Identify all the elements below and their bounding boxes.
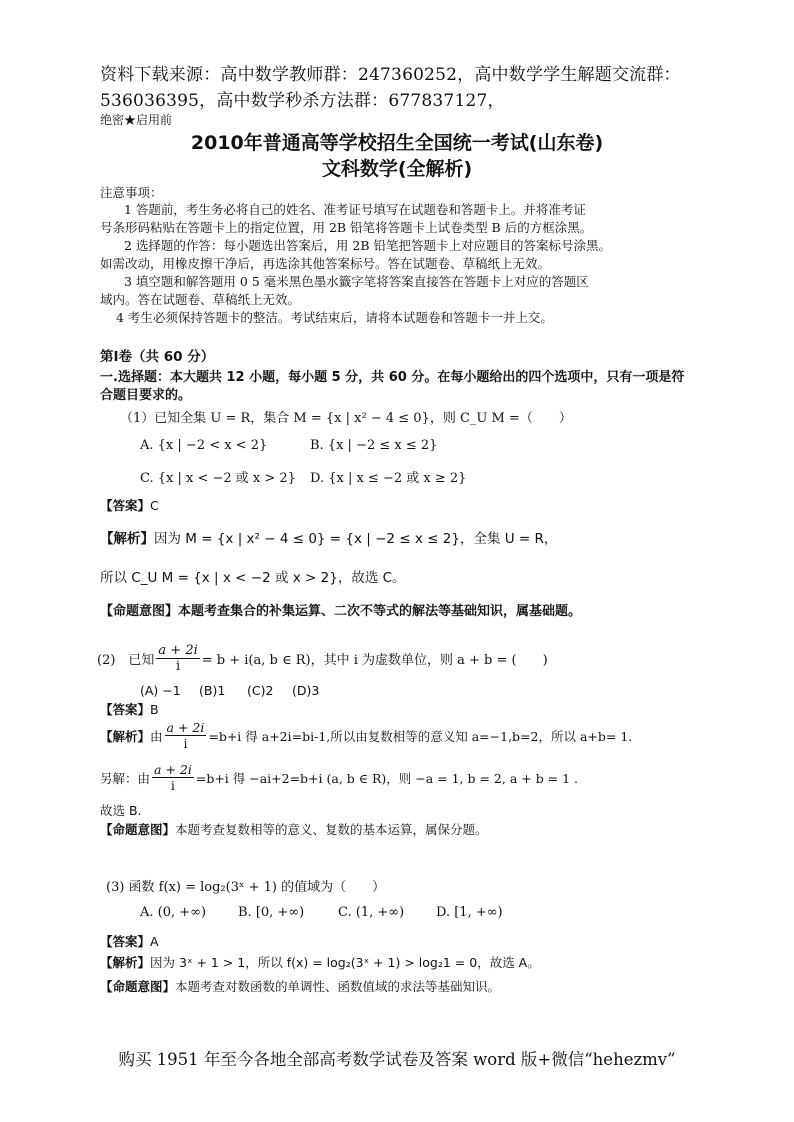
question-3-answer <box>100 932 159 950</box>
section-intro: 一.选择题：本大题共 12 小题，每小题 5 分，共 60 分。在每小题给出的四个选项中，只有一项是符 <box>100 370 685 385</box>
fraction <box>156 643 199 674</box>
question-2-option-d: (D)3 <box>292 683 320 698</box>
notice-line: 号条形码粘贴在答题卡上的指定位置，用 2B 铅笔将答题卡上试卷类型 B 后的方框涂黑。 <box>100 220 593 235</box>
question-2-option-c: (C)2 <box>247 683 274 698</box>
question-3-option-a: A. (0, +∞) <box>140 905 207 920</box>
section-intro: 合题目要求的。 <box>100 388 192 403</box>
page-subtitle: 文科数学(全解析) <box>321 158 473 180</box>
notice-line: 3 填空题和解答题用 0 5 毫米黑色墨水籤字笔将答案直接答在答题卡上对应的答题区 <box>124 274 589 289</box>
question-1-stem: （1）已知全集 U = R，集合 M = {x | x² − 4 ≤ 0}，则 C_U M =（ ） <box>120 411 572 426</box>
fraction-denominator: i <box>170 778 175 793</box>
question-2-option-b: (B)1 <box>199 683 226 698</box>
notice-heading: 注意事项： <box>100 185 163 200</box>
intent-text: 本题考查对数函数的单调性、函数值域的求法等基础知识。 <box>175 979 501 994</box>
question-1-option-a: A. {x | −2 < x < 2} <box>140 438 268 453</box>
notice-line: 如需改动，用橡皮擦干净后，再选涂其他答案标号。答在试题卷、草稿纸上无效。 <box>100 256 551 271</box>
answer-tag: 【答案】 <box>100 498 151 513</box>
question-1-option-b: B. {x | −2 ≤ x ≤ 2} <box>310 438 438 453</box>
question-3-option-d: D. [1, +∞) <box>436 905 503 920</box>
alt-prefix: 另解：由 <box>100 770 151 786</box>
page-title: 2010年普通高等学校招生全国统一考试(山东卷) <box>190 132 604 154</box>
alt-suffix: =b+i 得 −ai+2=b+i (a, b ∈ R)，则 −a = 1, b = 2, a + b = 1 . <box>195 770 579 786</box>
fraction <box>165 720 207 751</box>
answer-value: A <box>150 934 159 949</box>
intent-text: 本题考查复数相等的意义、复数的基本运算，属保分题。 <box>175 822 488 837</box>
stem-suffix: = b + i(a, b ∈ R)，其中 i 为虚数单位，则 a + b = ( ) <box>201 653 548 668</box>
secret-label: 绝密★启用前 <box>100 113 173 127</box>
question-1-option-d: D. {x | x ≤ −2 或 x ≥ 2} <box>310 471 467 486</box>
fraction <box>152 762 194 793</box>
question-2-answer <box>100 700 159 718</box>
answer-value: B <box>150 702 159 717</box>
fraction-denominator: i <box>176 659 181 674</box>
answer-tag: 【答案】 <box>100 934 151 949</box>
question-1-answer <box>100 496 159 514</box>
footer-advert: 购买 1951 年至今各地全部高考数学试卷及答案 word 版+微信“hehezmv” <box>118 1050 676 1069</box>
question-3-analysis <box>100 953 540 971</box>
question-2-alt-solution <box>100 762 578 793</box>
question-2-option-a: (A) −1 <box>140 683 181 698</box>
intent-tag: 【命题意图】 <box>100 604 179 619</box>
notice-line: 4 考生必须保持答题卡的整洁。考试结束后，请将本试题卷和答题卡一并上交。 <box>116 310 553 325</box>
answer-value: C <box>150 498 159 513</box>
section-title: 第Ⅰ卷（共 60 分） <box>100 349 215 365</box>
analysis-tag: 【解析】 <box>100 531 154 547</box>
question-1-intent <box>100 600 581 619</box>
fraction-numerator: a + 2i <box>166 720 205 735</box>
fraction-numerator: a + 2i <box>158 643 198 658</box>
question-3-stem: (3) 函数 f(x) = log₂(3ˣ + 1) 的值域为（ ） <box>106 880 386 895</box>
analysis-prefix: 由 <box>150 728 163 744</box>
question-2-analysis <box>100 720 632 751</box>
intent-tag: 【命题意图】 <box>100 822 176 837</box>
answer-tag: 【答案】 <box>100 702 151 717</box>
question-2-stem <box>97 643 548 674</box>
analysis-text: 因为 3ˣ + 1 > 1，所以 f(x) = log₂(3ˣ + 1) > log₂1 = 0，故选 A。 <box>150 955 540 970</box>
question-3-option-b: B. [0, +∞) <box>238 905 305 920</box>
header-line-1: 资料下载来源：高中数学教师群：247360252，高中数学学生解题交流群： <box>100 65 681 85</box>
analysis-tag: 【解析】 <box>100 728 151 744</box>
question-1-option-c: C. {x | x < −2 或 x > 2} <box>140 471 296 486</box>
analysis-tag: 【解析】 <box>100 955 151 970</box>
notice-line: 域内。答在试题卷、草稿纸上无效。 <box>100 292 301 307</box>
question-2-conclusion: 故选 B. <box>100 803 142 818</box>
intent-text: 本题考查集合的补集运算、二次不等式的解法等基础知识，属基础题。 <box>178 604 582 619</box>
question-3-intent <box>100 977 500 995</box>
analysis-text: 因为 M = {x | x² − 4 ≤ 0} = {x | −2 ≤ x ≤ 2}，全集 U = R， <box>154 531 558 547</box>
intent-tag: 【命题意图】 <box>100 979 176 994</box>
analysis-suffix: =b+i 得 a+2i=bi-1,所以由复数相等的意义知 a=−1,b=2，所以 a+b= 1. <box>208 728 633 744</box>
notice-line: 1 答题前，考生务必将自己的姓名、准考证号填写在试题卷和答题卡上。并将准考证 <box>124 202 586 217</box>
question-1-analysis-2: 所以 C_U M = {x | x < −2 或 x > 2}，故选 C。 <box>100 570 406 586</box>
header-line-2: 536036395，高中数学秒杀方法群：677837127， <box>100 91 505 111</box>
question-3-option-c: C. (1, +∞) <box>338 905 405 920</box>
fraction-denominator: i <box>183 736 188 751</box>
fraction-numerator: a + 2i <box>154 762 192 777</box>
question-2-intent <box>100 820 488 838</box>
notice-line: 2 选择题的作答：每小题选出答案后，用 2B 铅笔把答题卡上对应题目的答案标号涂黑。 <box>124 238 612 253</box>
question-1-analysis <box>100 527 557 547</box>
stem-prefix: (2) 已知 <box>97 653 155 668</box>
